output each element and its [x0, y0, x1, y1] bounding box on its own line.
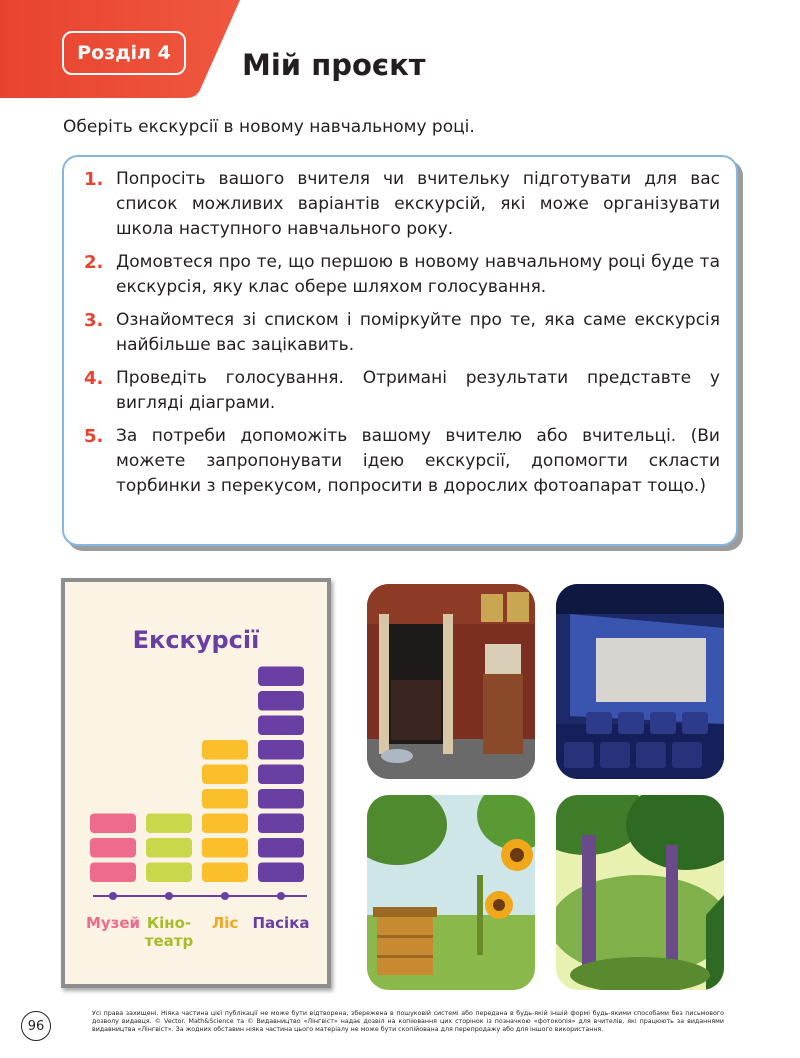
page-number: 96 — [21, 1011, 51, 1041]
forest-photo — [556, 795, 724, 990]
category-label: Пасіка — [252, 914, 310, 932]
museum-photo — [367, 584, 535, 779]
section-badge: Розділ 4 — [62, 31, 186, 75]
bar-segment-Пасіка — [258, 765, 304, 785]
bar-segment-Пасіка — [258, 667, 304, 687]
chart-title: Екскурсії — [132, 626, 260, 654]
page-title: Мій проєкт — [242, 48, 426, 82]
task-text: Проведіть голосування. Отримані результати представте у вигляді діаграми. — [116, 368, 720, 413]
bar-segment-Кіно-театр — [146, 863, 192, 883]
task-number: 4. — [84, 368, 104, 389]
cinema-photo — [556, 584, 724, 779]
bar-segment-Пасіка — [258, 814, 304, 834]
task-number: 5. — [84, 426, 104, 447]
category-label: Ліс — [211, 914, 239, 932]
chart-bars — [90, 667, 304, 883]
task-item — [84, 308, 720, 358]
bar-segment-Пасіка — [258, 691, 304, 711]
chart-card — [61, 578, 331, 988]
bar-segment-Музей — [90, 814, 136, 834]
task-text: За потреби допоможіть вашому вчителю або вчительці. (Ви можете запропонувати ідею екскурсії, допомогти скласти торбинки з перекусом, попросити в дорослих фотоапарат тощо.) — [116, 426, 720, 496]
task-number: 3. — [84, 310, 104, 331]
bar-segment-Пасіка — [258, 740, 304, 760]
chart-labels — [86, 914, 310, 950]
excursions-chart — [65, 582, 327, 984]
task-list — [84, 167, 720, 507]
bar-segment-Кіно-театр — [146, 814, 192, 834]
task-number: 2. — [84, 252, 104, 273]
bar-segment-Пасіка — [258, 789, 304, 809]
axis-dot — [165, 892, 173, 900]
task-text: Домовтеся про те, що першою в новому навчальному році буде та екскурсія, яку клас обере шляхом голосування. — [116, 252, 720, 297]
task-item — [84, 250, 720, 300]
bar-segment-Ліс — [202, 789, 248, 809]
task-box — [62, 155, 738, 546]
bar-segment-Кіно-театр — [146, 838, 192, 858]
task-item — [84, 167, 720, 242]
task-number: 1. — [84, 169, 104, 190]
category-label: Кіно-театр — [144, 914, 194, 950]
task-text: Попросіть вашого вчителя чи вчительку підготувати для вас список можливих варіантів екскурсій, які може організувати школа наступного навчального року. — [116, 169, 720, 239]
bar-segment-Пасіка — [258, 716, 304, 736]
axis-dot — [109, 892, 117, 900]
bar-segment-Пасіка — [258, 863, 304, 883]
task-item — [84, 424, 720, 499]
intro-text: Оберіть екскурсії в новому навчальному році. — [63, 117, 475, 137]
category-label: Музей — [85, 914, 141, 932]
bar-segment-Ліс — [202, 814, 248, 834]
bar-segment-Музей — [90, 838, 136, 858]
task-text: Ознайомтеся зі списком і поміркуйте про те, яка саме екскурсія найбільше вас зацікавить. — [116, 310, 720, 355]
bar-segment-Ліс — [202, 765, 248, 785]
bar-segment-Музей — [90, 863, 136, 883]
task-item — [84, 366, 720, 416]
copyright-notice: Усі права захищені. Ніяка частина цієї публікації не може бути відтворена, збережена в пошуковій системі або передана в будь-якій іншій формі будь-якими способами без письмового дозволу видавця. © Vector. Math&Science та © Видавництво «Лінгвіст» надає дозвіл на копіювання цих сторінок із позначкою «фотокопія» для вчителів, які працюють за виданнями видавництва «Лінгвіст». За жодних обставин ніяка частина цього матеріалу не може бути скопійована для перепродажу або для іншого використання. — [92, 1010, 724, 1033]
bar-segment-Ліс — [202, 838, 248, 858]
axis-dot — [277, 892, 285, 900]
bar-segment-Ліс — [202, 863, 248, 883]
bar-segment-Ліс — [202, 740, 248, 760]
axis-dot — [221, 892, 229, 900]
apiary-photo — [367, 795, 535, 990]
bar-segment-Пасіка — [258, 838, 304, 858]
